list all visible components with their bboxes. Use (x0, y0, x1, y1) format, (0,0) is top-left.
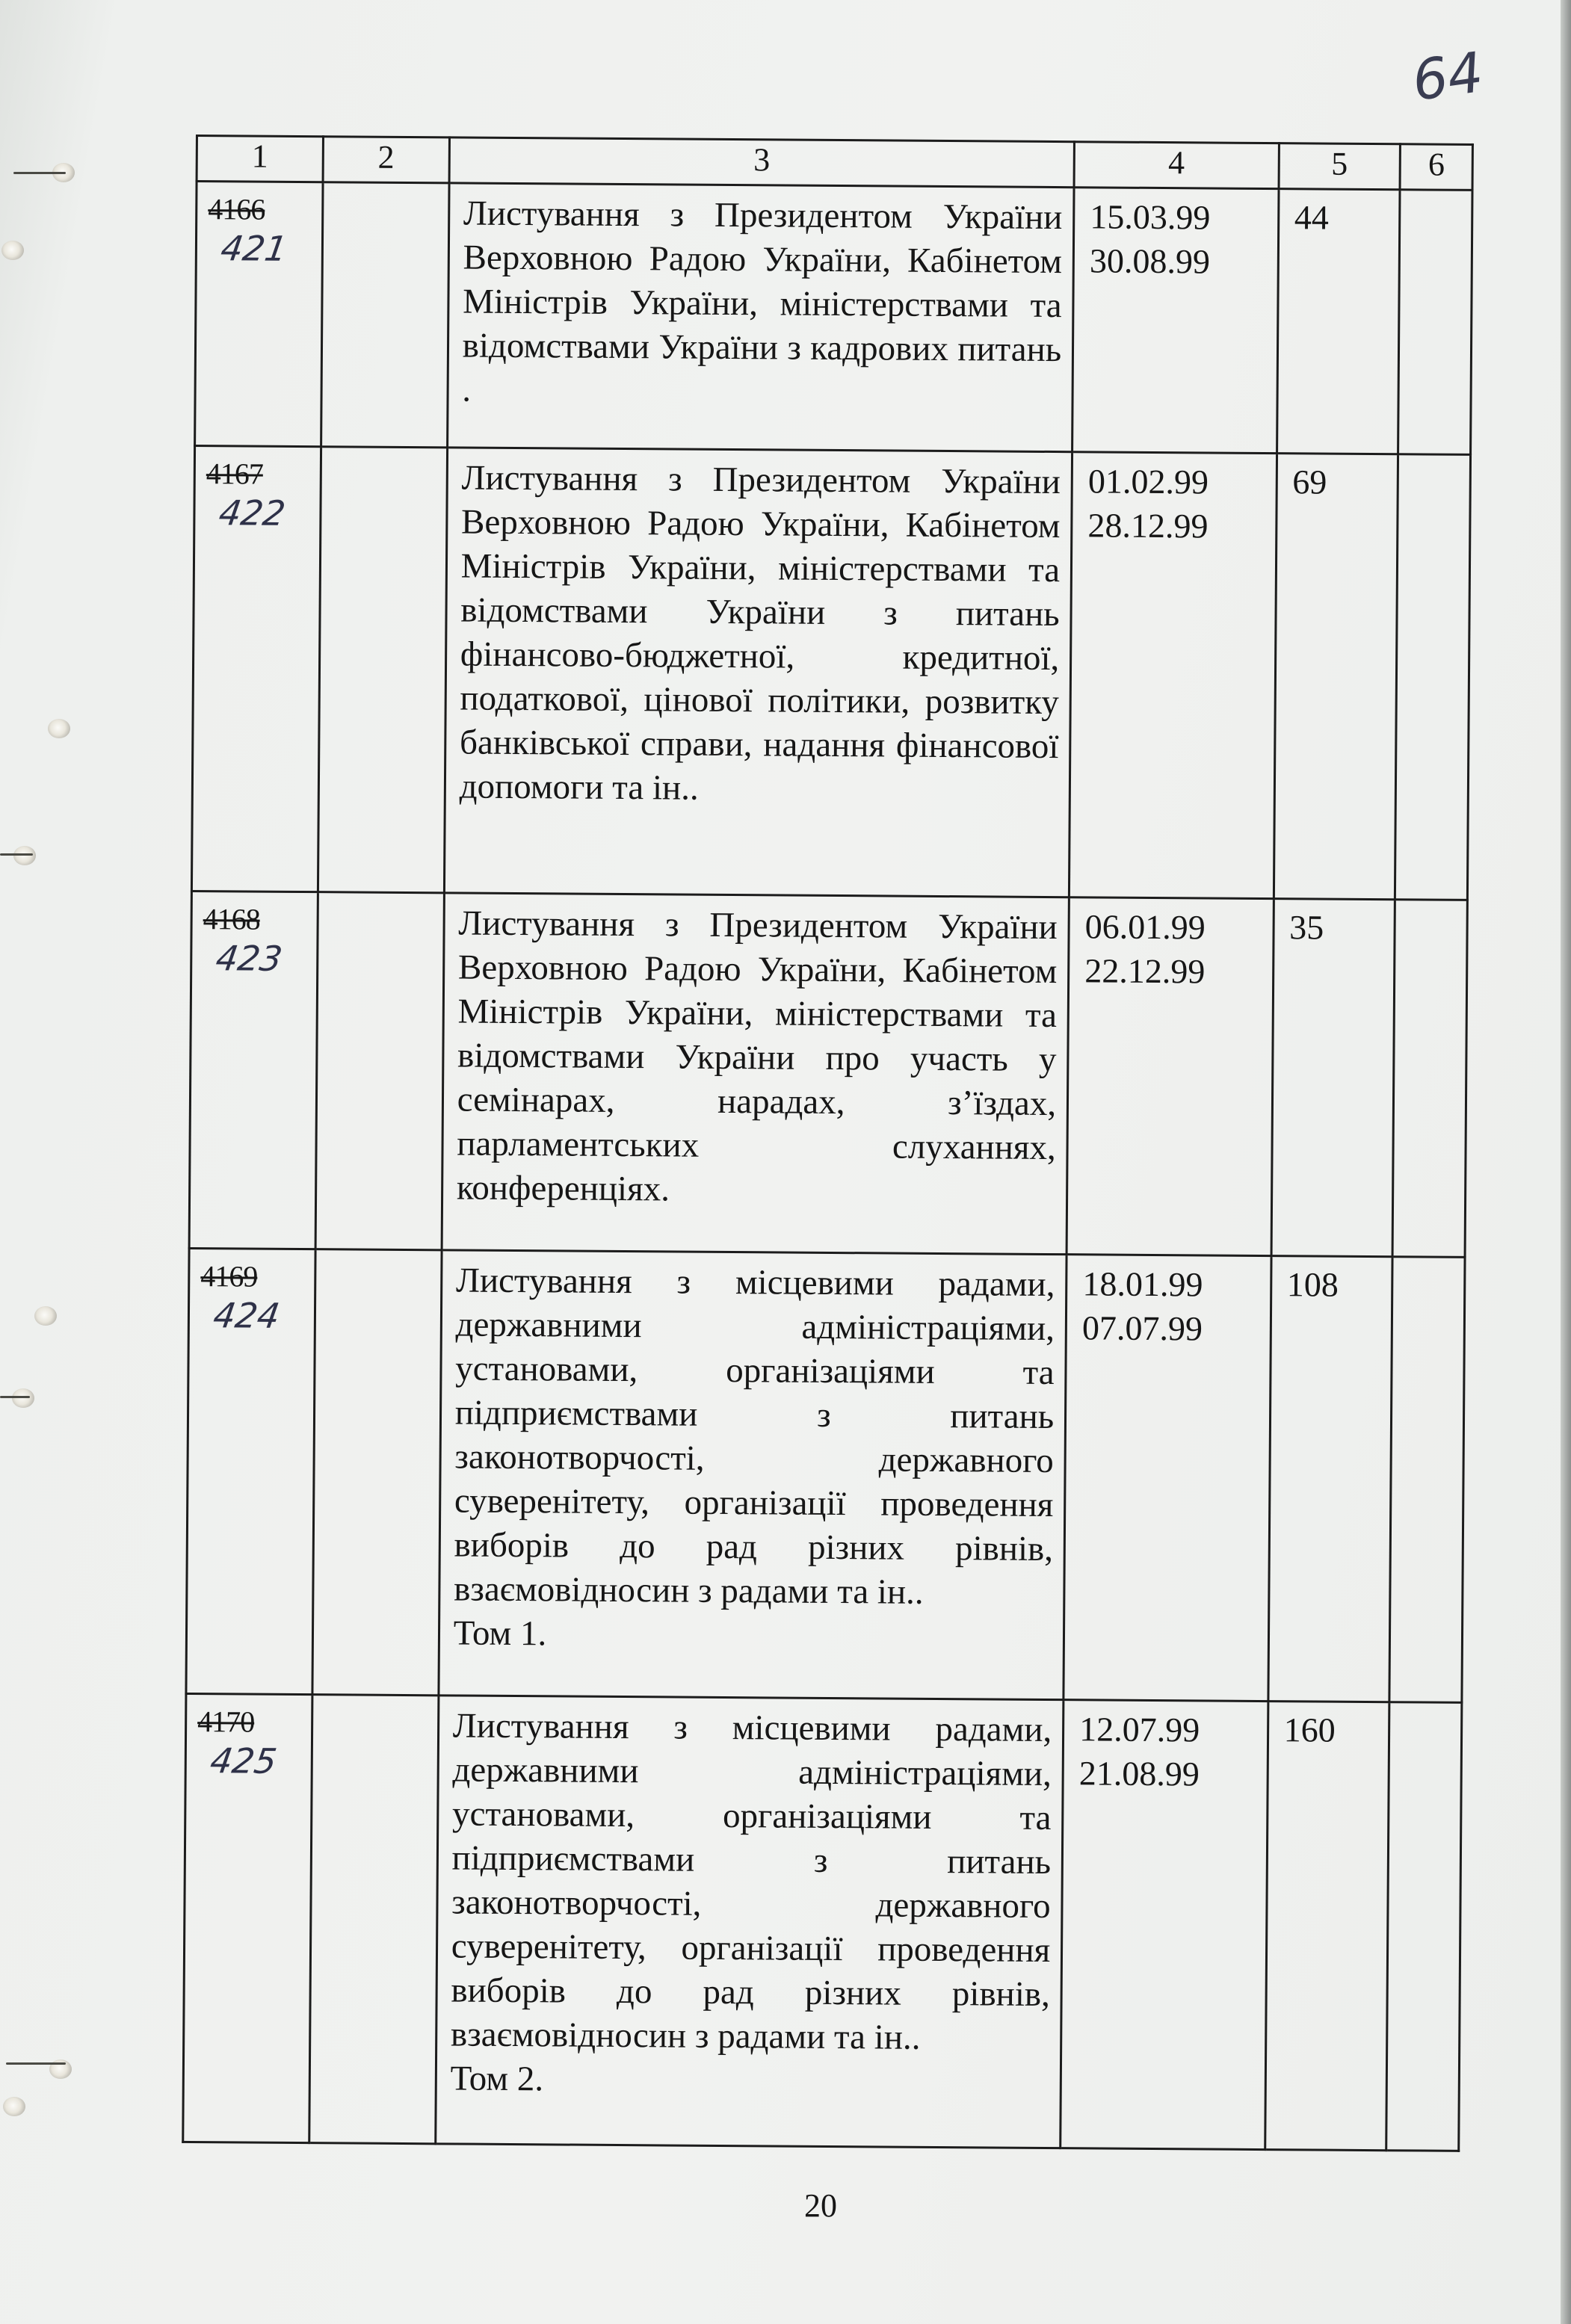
column-header: 6 (1400, 144, 1472, 191)
new-file-number: 421 (217, 228, 290, 269)
sheet-count: 35 (1271, 899, 1395, 1257)
date-start: 06.01.99 (1084, 907, 1206, 947)
column-header: 2 (323, 137, 449, 183)
binding-hole (48, 719, 70, 738)
file-title: Листування з місцевими радами, державними адміністраціями, установами, організаціями та підприємствами з питань законотворчості, державного суверенітету, організації проведення виборів до рад різних рівнів, взаємовідносин з радами та ін.. (453, 1261, 1055, 1612)
binding-hole (3, 2097, 25, 2116)
old-file-number: 4166 (208, 192, 265, 226)
page-number: 20 (804, 2187, 837, 2224)
file-title-cell (439, 1250, 1067, 1700)
binding-thread (0, 853, 33, 856)
volume-label: Том 1. (453, 1613, 547, 1654)
new-file-number: 422 (216, 492, 288, 534)
dates-cell (1061, 1700, 1268, 2150)
table-row (191, 446, 1470, 900)
handwritten-sheet-number: 64 (1408, 40, 1487, 114)
index-cell (318, 447, 447, 893)
notes-cell (1395, 454, 1471, 900)
file-title-cell (442, 893, 1070, 1255)
old-file-number: 4168 (203, 902, 260, 936)
sheet-count: 160 (1265, 1702, 1389, 2151)
new-file-number: 424 (210, 1295, 283, 1336)
file-title-cell (447, 183, 1074, 452)
date-start: 18.01.99 (1082, 1264, 1203, 1304)
file-title: Листування з місцевими радами, державними адміністраціями, установами, організаціями та підприємствами з питань законотворчості, державного суверенітету, організації проведення виборів до рад різних рівнів, взаємовідносин з радами та ін.. (450, 1706, 1052, 2057)
binding-hole (12, 1388, 34, 1408)
table-row (195, 182, 1472, 455)
date-end: 28.12.99 (1087, 506, 1209, 546)
date-end: 22.12.99 (1084, 951, 1206, 991)
file-title: Листування з Президентом України Верховною Радою України, Кабінетом Міністрів України, міністерствами та відомствами України з питань фінансово-бюджетної, кредитної, податкової, цінової політики, розвитку банківської справи, надання фінансової допомоги та ін.. (459, 458, 1061, 808)
old-file-number: 4169 (200, 1259, 258, 1294)
volume-label: Том 2. (450, 2059, 544, 2099)
file-number-cell (191, 446, 321, 892)
dates-cell (1070, 452, 1277, 899)
binding-hole (34, 1306, 57, 1326)
table-row (186, 1248, 1465, 1702)
file-number-cell (189, 891, 318, 1249)
date-end: 30.08.99 (1089, 241, 1211, 281)
binding-hole (13, 846, 36, 865)
file-title: Листування з Президентом України Верховною Радою України, Кабінетом Міністрів України, міністерствами та відомствами України про участь у семінарах, нарадах, з’їздах, парламентських слуханнях, конференціях. (456, 903, 1058, 1209)
file-title-cell (444, 448, 1072, 897)
date-start: 12.07.99 (1079, 1710, 1200, 1749)
file-title-cell (435, 1696, 1064, 2148)
column-header: 3 (449, 137, 1075, 188)
new-file-number: 425 (207, 1740, 280, 1781)
notes-cell (1398, 190, 1472, 455)
binding-thread (0, 1396, 30, 1398)
column-header: 4 (1074, 142, 1279, 189)
index-cell (315, 892, 444, 1250)
inventory-table (182, 135, 1474, 2152)
date-start: 15.03.99 (1090, 197, 1211, 237)
dates-cell (1072, 188, 1279, 454)
dates-cell (1064, 1255, 1271, 1702)
sheet-count: 108 (1268, 1256, 1392, 1702)
binding-thread (13, 172, 66, 174)
notes-cell (1389, 1257, 1465, 1703)
date-end: 07.07.99 (1081, 1308, 1203, 1348)
notes-cell (1386, 1702, 1462, 2151)
date-end: 21.08.99 (1078, 1754, 1200, 1793)
file-number-cell (186, 1248, 315, 1694)
file-title: Листування з Президентом України Верховною Радою України, Кабінетом Міністрів України, міністерствами та відомствами України з кадрових питань . (462, 194, 1063, 410)
sheet-count: 69 (1274, 454, 1398, 900)
page-edge (1561, 0, 1571, 2324)
index-cell (309, 1695, 439, 2144)
table-row (183, 1693, 1462, 2151)
binding-thread (6, 2062, 66, 2065)
file-number-cell (183, 1693, 312, 2142)
file-number-cell (195, 182, 323, 447)
index-cell (321, 182, 448, 448)
old-file-number: 4167 (206, 457, 263, 491)
new-file-number: 423 (213, 938, 286, 979)
notes-cell (1392, 900, 1467, 1258)
old-file-number: 4170 (197, 1705, 255, 1739)
table-row (189, 891, 1467, 1257)
date-start: 01.02.99 (1087, 462, 1209, 501)
column-header: 1 (197, 136, 323, 182)
dates-cell (1067, 897, 1274, 1256)
index-cell (312, 1249, 442, 1696)
sheet-count: 44 (1277, 189, 1400, 454)
column-header: 5 (1279, 143, 1401, 190)
binding-hole (1, 241, 24, 260)
